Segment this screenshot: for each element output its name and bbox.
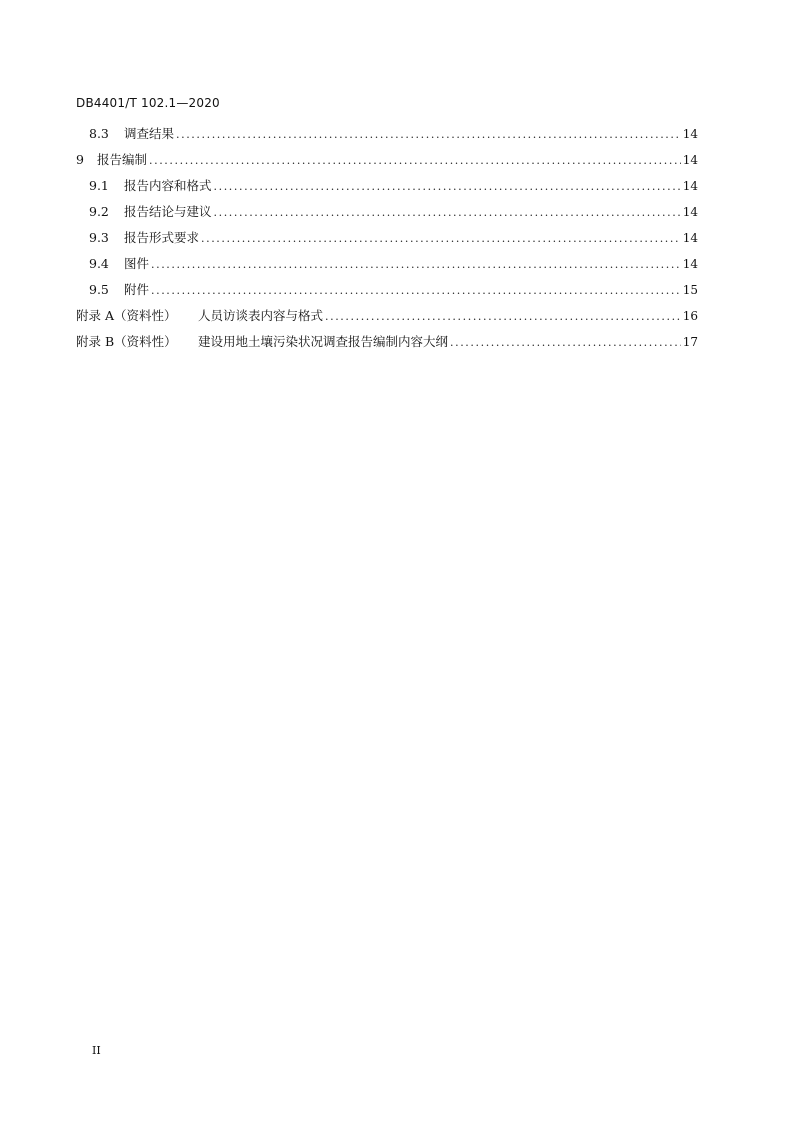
toc-entry-number: 9.1 [89, 178, 109, 193]
toc-entry-page: 16 [682, 309, 698, 323]
toc-leader-dots [450, 330, 681, 356]
toc-entry-number: 9.3 [89, 230, 109, 245]
toc-entry-number: 9.5 [89, 282, 109, 297]
toc-entry-title: 报告编制 [97, 152, 148, 167]
table-of-contents [76, 121, 698, 355]
toc-entry-8-3[interactable] [76, 121, 698, 147]
document-code-header: DB4401/T 102.1—2020 [76, 96, 220, 110]
toc-entry-page: 14 [682, 153, 698, 167]
toc-leader-dots [201, 226, 681, 252]
toc-entry-page: 17 [682, 335, 698, 349]
toc-entry-appendix-b[interactable] [76, 329, 698, 355]
toc-entry-title: 报告形式要求 [124, 230, 200, 245]
toc-entry-title: 附件 [124, 282, 150, 297]
toc-leader-dots [149, 148, 681, 174]
toc-entry-number: 附录 B（资料性） [76, 334, 177, 349]
toc-leader-dots [176, 122, 681, 148]
toc-entry-9-3[interactable] [76, 225, 698, 251]
toc-entry-title: 人员访谈表内容与格式 [198, 308, 324, 323]
toc-leader-dots [214, 174, 681, 200]
toc-entry-page: 14 [682, 257, 698, 271]
toc-entry-page: 14 [682, 205, 698, 219]
toc-leader-dots [151, 252, 681, 278]
toc-entry-page: 14 [682, 127, 698, 141]
toc-entry-page: 14 [682, 179, 698, 193]
toc-entry-title: 建设用地土壤污染状况调查报告编制内容大纲 [198, 334, 449, 349]
toc-entry-number: 附录 A（资料性） [76, 308, 177, 323]
toc-leader-dots [214, 200, 681, 226]
toc-entry-page: 14 [682, 231, 698, 245]
toc-leader-dots [151, 278, 681, 304]
toc-entry-title: 报告结论与建议 [124, 204, 212, 219]
toc-entry-title: 图件 [124, 256, 150, 271]
toc-entry-number: 8.3 [89, 126, 109, 141]
toc-leader-dots [325, 304, 681, 330]
toc-entry-9-4[interactable] [76, 251, 698, 277]
toc-entry-page: 15 [682, 283, 698, 297]
toc-entry-number: 9.4 [89, 256, 109, 271]
toc-entry-title: 调查结果 [124, 126, 175, 141]
toc-entry-appendix-a[interactable] [76, 303, 698, 329]
toc-entry-9-2[interactable] [76, 199, 698, 225]
toc-entry-9-5[interactable] [76, 277, 698, 303]
toc-entry-number: 9 [76, 152, 84, 167]
toc-entry-number: 9.2 [89, 204, 109, 219]
toc-entry-9-1[interactable] [76, 173, 698, 199]
toc-entry-9[interactable] [76, 147, 698, 173]
toc-entry-title: 报告内容和格式 [124, 178, 212, 193]
page-number: II [92, 1044, 101, 1057]
